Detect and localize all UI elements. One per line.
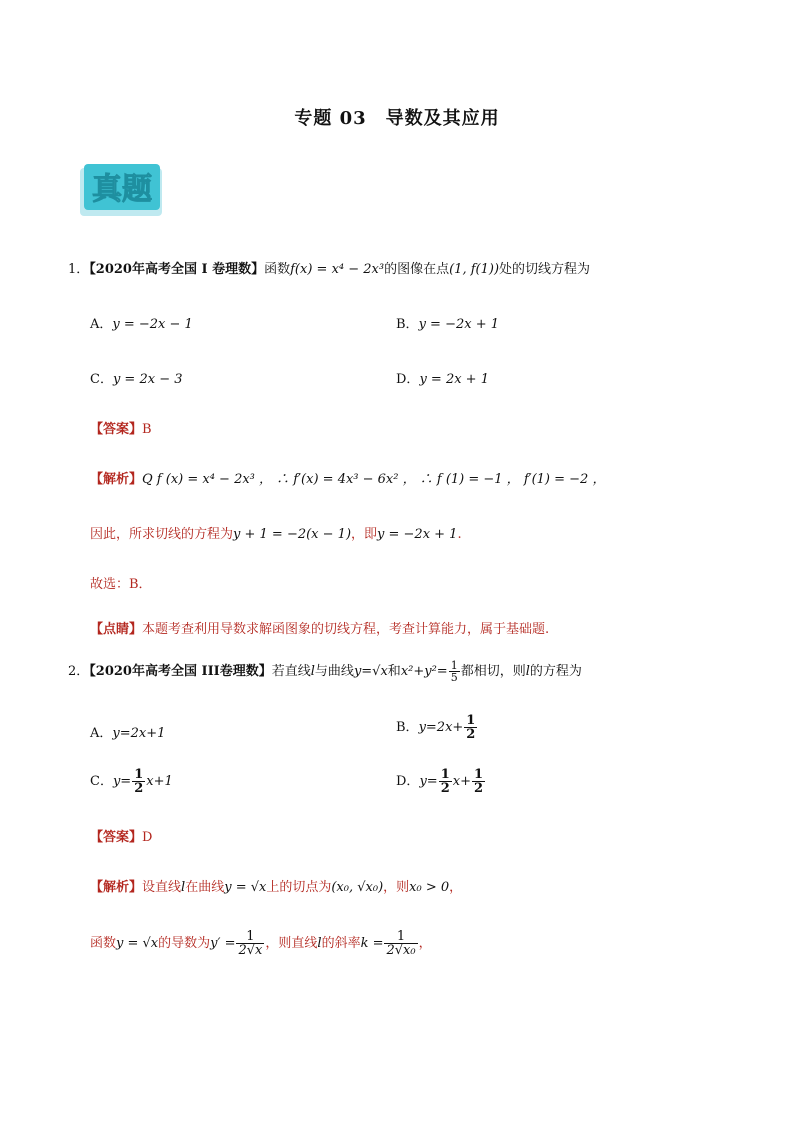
q2-derivative-num: 1 — [236, 930, 264, 944]
q1-stem-text-b: 的图像在点 — [384, 262, 450, 277]
q1-answer — [90, 418, 152, 437]
q2-curve: y=√x — [353, 664, 388, 679]
q2-analysis2-yprime: y′ = — [210, 936, 236, 951]
q2-line-l-2: l — [525, 664, 530, 679]
q2-answer — [90, 826, 152, 845]
q1-option-b-label: B． — [396, 317, 419, 332]
q1-option-d-label: D． — [396, 372, 420, 387]
q1-option-c[interactable] — [90, 368, 183, 387]
q2-analysis2-text-e: ，则直线 — [265, 936, 318, 951]
q2-slope-fraction — [384, 930, 417, 957]
q2-analysis-text-b: 在曲线 — [185, 880, 225, 895]
q2-option-a-expr: y=2x+1 — [112, 726, 166, 741]
q2-analysis2-func: y = √x — [116, 936, 159, 951]
q1-analysis-period: . — [457, 527, 462, 542]
q2-stem-text-b: 与曲线 — [314, 664, 354, 679]
q2-option-d-half-1 — [439, 768, 452, 795]
q1-option-d[interactable] — [396, 368, 489, 387]
q1-number: 1． — [68, 262, 90, 277]
q1-option-d-expr: y = 2x + 1 — [419, 372, 489, 387]
q2-option-b[interactable] — [396, 714, 478, 741]
zhenti-badge-graphic — [78, 162, 164, 220]
q2-analysis-text-d: 上的切点为 — [266, 880, 332, 895]
q2-analysis2-text-a: 函数 — [90, 936, 117, 951]
q1-stem — [68, 258, 590, 277]
q2-stem-text-c: 和 — [387, 664, 401, 679]
q2-option-d-mid: x+ — [452, 774, 471, 789]
q2-option-b-half — [464, 714, 477, 741]
q1-stem-text-c: 处的切线方程为 — [499, 262, 591, 277]
q2-fraction — [449, 660, 460, 683]
q1-answer-tag: 【答案】 — [90, 422, 143, 437]
q2-analysis2-text-f: 的斜率 — [321, 936, 361, 951]
q1-tangent-eq: y + 1 = −2(x − 1) — [233, 527, 352, 542]
q2-analysis-text-f: ，则 — [383, 880, 410, 895]
q2-analysis2-l: l — [317, 936, 322, 951]
q2-option-d-half1-den: 2 — [440, 781, 450, 796]
q2-number: 2． — [68, 664, 90, 679]
q2-stem-text-e: 的方程为 — [529, 664, 582, 679]
q2-fraction-den: 5 — [450, 671, 458, 684]
q1-option-a[interactable] — [90, 313, 193, 332]
q2-derivative-den: 2√x — [238, 943, 263, 958]
q1-option-b[interactable] — [396, 313, 499, 332]
q2-option-d-half2-den: 2 — [473, 781, 484, 796]
q2-option-c-expr: y= — [112, 774, 132, 789]
q1-option-a-expr: y = −2x − 1 — [112, 317, 193, 332]
q1-tangent-result: y = −2x + 1 — [377, 527, 458, 542]
q1-choose: 故选：B． — [90, 577, 152, 592]
q1-answer-value: B — [142, 422, 152, 437]
q1-analysis-tag: 【解析】 — [90, 472, 143, 487]
q2-stem-text-a: 若直线 — [271, 664, 311, 679]
q2-analysis2-k: k = — [360, 936, 384, 951]
q2-option-b-half-num: 1 — [466, 713, 476, 728]
q2-option-c-tail: x+1 — [146, 774, 173, 789]
q2-derivative-fraction — [236, 930, 264, 957]
q2-analysis-point: (x₀, √x₀) — [331, 880, 384, 895]
page-title: 专题 03 导数及其应用 — [294, 108, 500, 129]
q1-function: f(x) = x⁴ − 2x³ — [290, 262, 385, 277]
q1-analysis-line2 — [90, 523, 462, 542]
q1-option-c-label: C． — [90, 372, 113, 387]
q2-option-c-label: C． — [90, 774, 113, 789]
q2-option-b-half-den: 2 — [466, 727, 476, 742]
q2-stem-text-d: 都相切，则 — [460, 664, 526, 679]
q2-circle: x²+y²= — [400, 664, 448, 679]
q2-option-c-half-num: 1 — [134, 767, 144, 782]
q1-analysis-text-c: ，即 — [351, 527, 378, 542]
q2-stem — [68, 660, 582, 683]
q2-analysis2-comma: ， — [418, 936, 432, 951]
q1-source: 【2020年高考全国 I 卷理数】 — [89, 262, 265, 277]
q2-option-d-half-2 — [472, 768, 485, 795]
q2-analysis2-text-c: 的导数为 — [158, 936, 211, 951]
q2-option-c-half — [132, 768, 145, 795]
q2-analysis-text-a: 设直线 — [142, 880, 182, 895]
q2-analysis-comma: ， — [449, 880, 463, 895]
q2-option-b-label: B． — [396, 720, 419, 735]
q1-comment-text: 本题考查利用导数求解函图象的切线方程，考查计算能力，属于基础题. — [142, 622, 550, 637]
q2-option-d-half1-num: 1 — [440, 767, 450, 782]
q2-source: 【2020年高考全国 III卷理数】 — [89, 664, 272, 679]
zhenti-badge — [78, 162, 164, 220]
q2-fraction-num: 1 — [450, 659, 458, 672]
q2-option-a[interactable] — [90, 722, 165, 741]
q1-option-c-expr: y = 2x − 3 — [112, 372, 183, 387]
q1-analysis-line1 — [90, 468, 605, 487]
q1-comment — [90, 618, 549, 637]
q2-option-d-expr: y= — [419, 774, 438, 789]
q1-comment-tag: 【点睛】 — [90, 622, 143, 637]
q2-line-l: l — [310, 664, 315, 679]
q2-analysis-curve: y = √x — [224, 880, 267, 895]
q1-option-a-label: A． — [90, 317, 113, 332]
q2-analysis-line1 — [90, 876, 462, 895]
q2-analysis-l: l — [181, 880, 186, 895]
q2-analysis-x0-positive: x₀ > 0 — [409, 880, 450, 895]
q2-option-b-expr: y=2x+ — [418, 720, 464, 735]
q2-option-d-half2-num: 1 — [473, 767, 484, 782]
q2-option-d-label: D． — [396, 774, 420, 789]
q1-analysis-formula: Q f (x) = x⁴ − 2x³ ， ∴ f′(x) = 4x³ − 6x² ， ∴ f (1) = −1 ， f′(1) = −2 ， — [142, 472, 606, 487]
q2-option-c[interactable] — [90, 768, 173, 795]
q2-analysis-line2 — [90, 930, 432, 957]
q2-slope-num: 1 — [384, 930, 417, 944]
q2-option-c-half-den: 2 — [134, 781, 144, 796]
q2-option-a-label: A． — [90, 726, 113, 741]
q2-slope-den: 2√x₀ — [386, 943, 416, 958]
q2-option-d[interactable] — [396, 768, 486, 795]
badge-text: 真题 — [92, 172, 152, 207]
q2-answer-tag: 【答案】 — [90, 830, 143, 845]
q1-option-b-expr: y = −2x + 1 — [418, 317, 499, 332]
q1-stem-text-a: 函数 — [264, 262, 291, 277]
q1-analysis-text-a: 因此，所求切线的方程为 — [90, 527, 234, 542]
q2-analysis-tag: 【解析】 — [90, 880, 143, 895]
q2-answer-value: D — [142, 830, 153, 845]
q1-point: (1, f(1)) — [449, 262, 500, 277]
